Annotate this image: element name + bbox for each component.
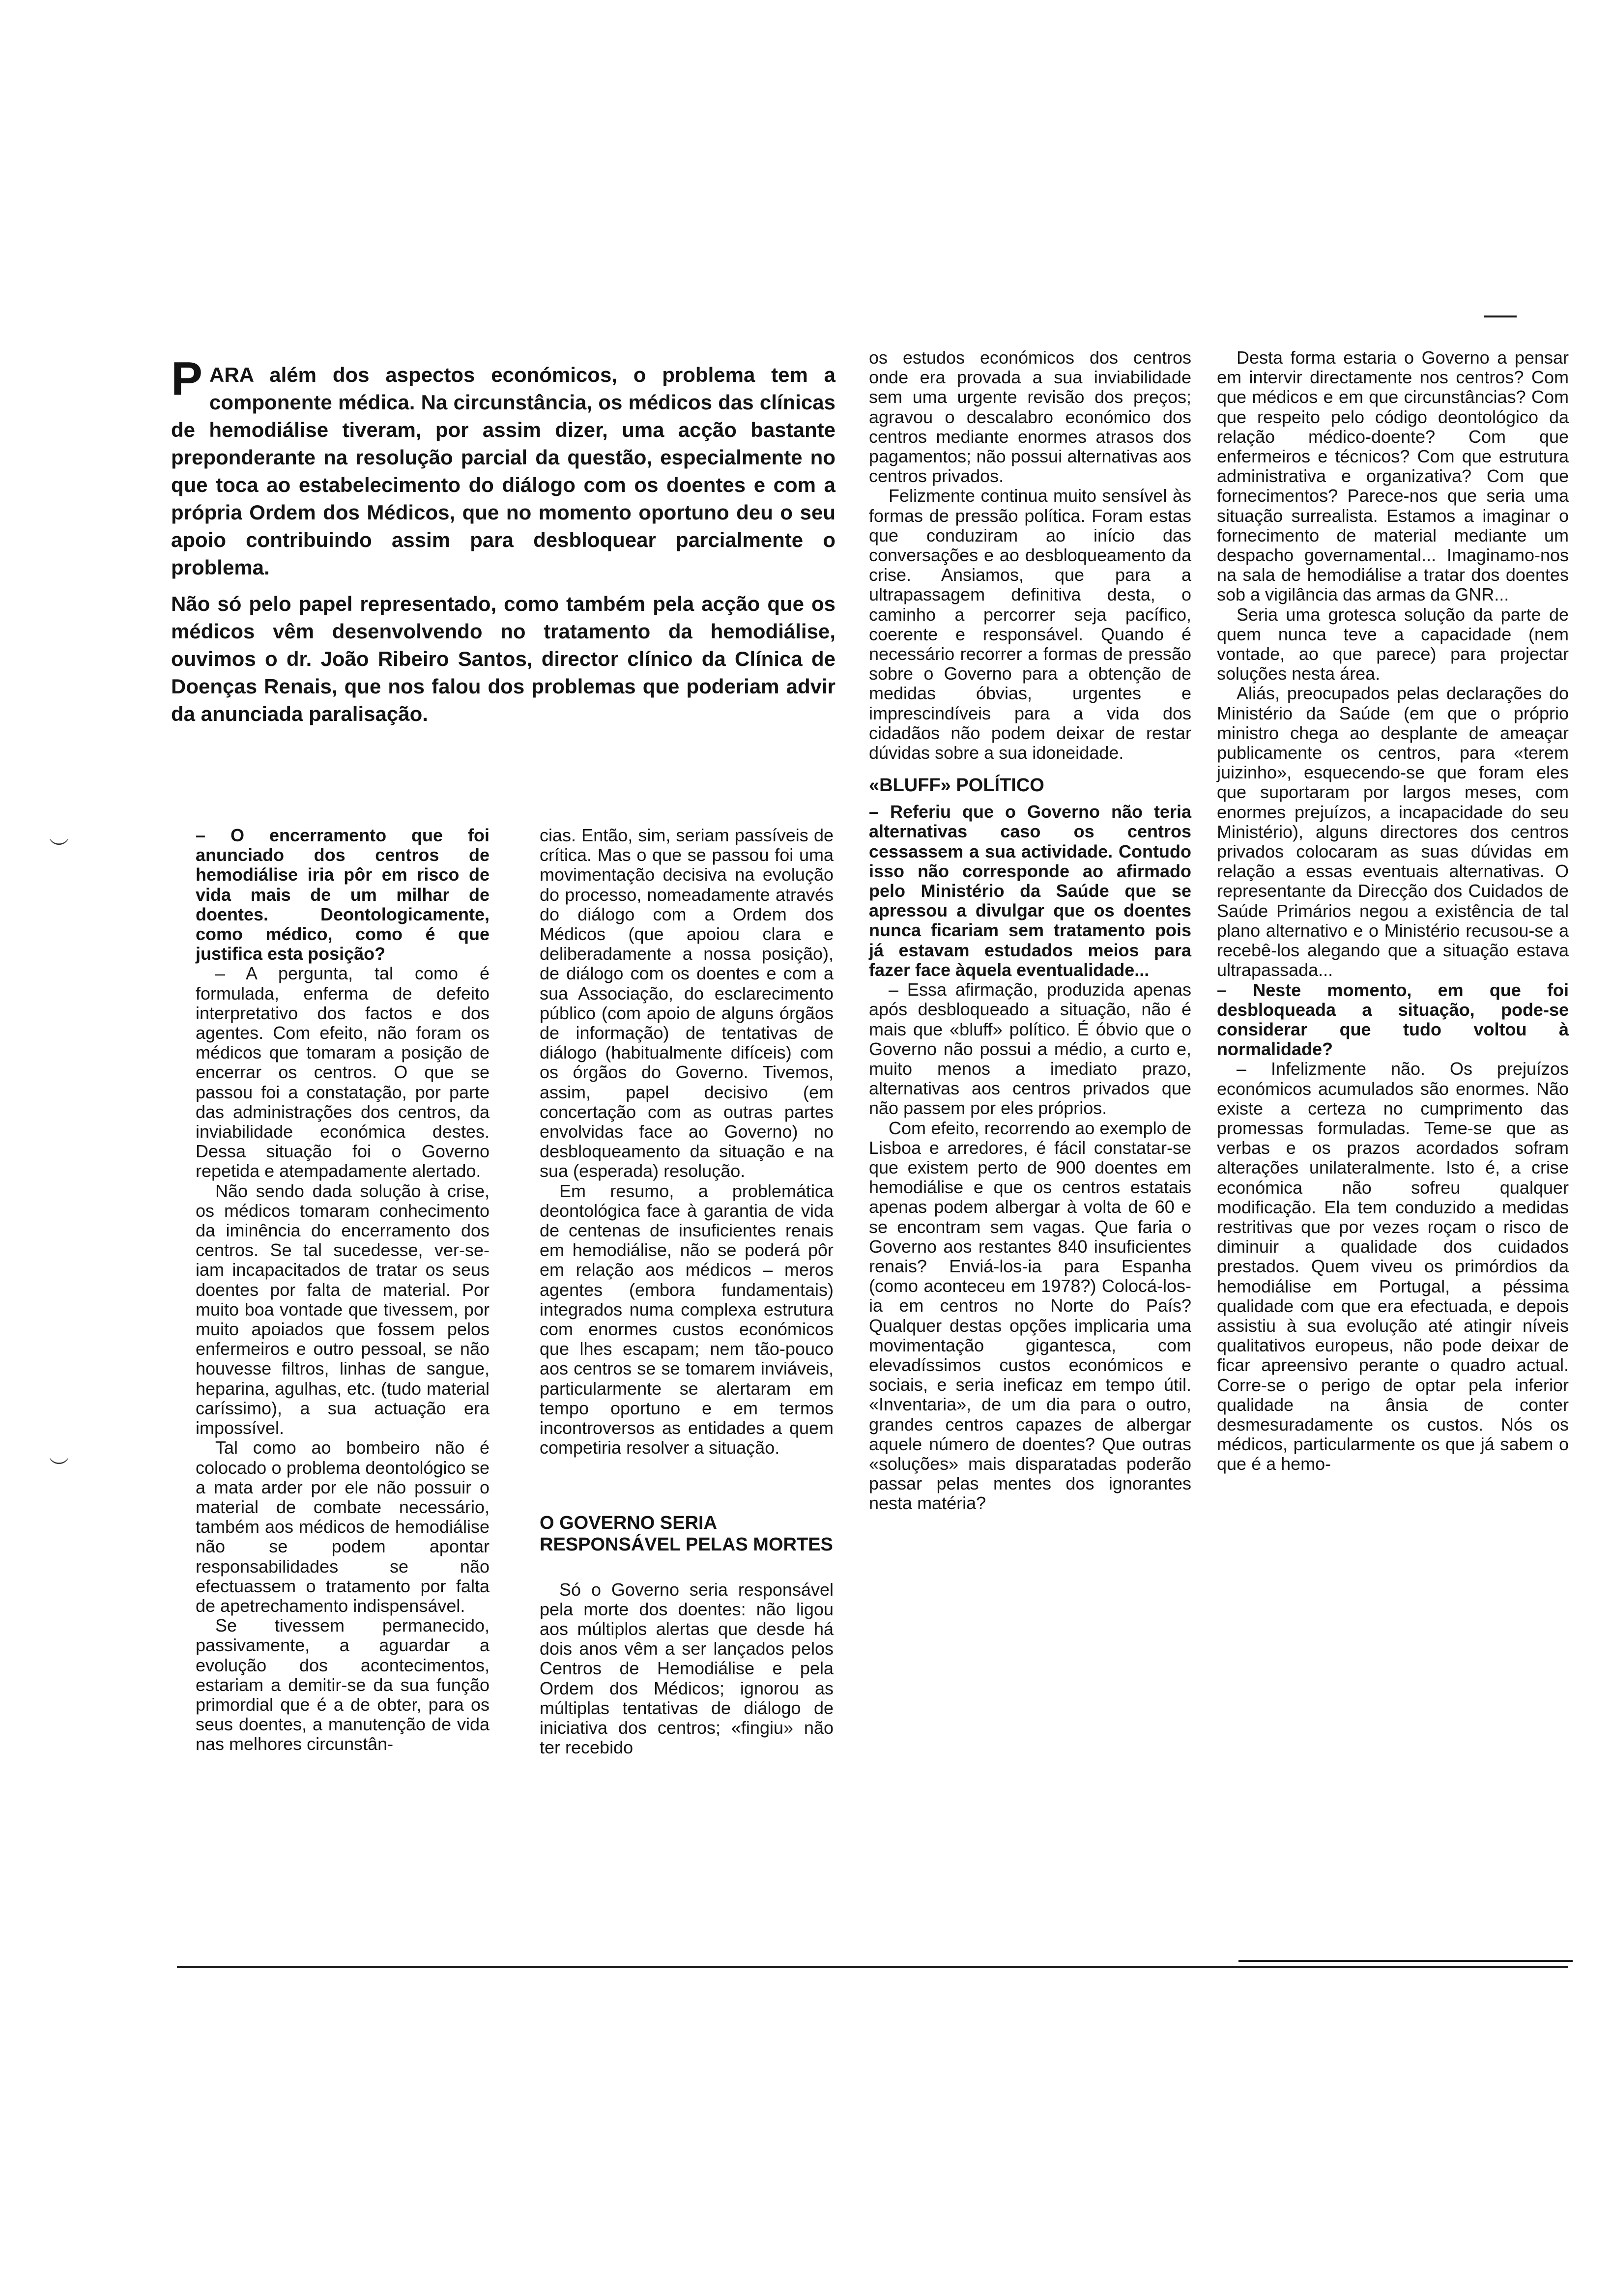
col1-p4: Tal como ao bombeiro não é colocado o problema deontológico se a mata arder por ele não possuir o material de combate necessário, também aos médicos de hemodiálise não se podem apontar responsabilidades se não efectuassem o tratamento por falta de apetrechamento indispensável. [196, 1437, 489, 1616]
col4-question: – Neste momento, em que foi desbloqueada a situação, pode-se considerar que tudo voltou à normalidade? [1217, 979, 1569, 1060]
intro-lead: PARA além dos aspectos económicos, o problema tem a componente médica. Na circunstância, os médicos das clínicas de hemodiálise tiveram, por assim dizer, uma acção bastante preponderante na resolução parcial da questão, especialmente no que toca ao estabelecimento do diálogo com os doentes e com a própria Ordem dos Médicos, que no momento oportuno deu o seu apoio contribuindo assim para desbloquear parcialmente o problema. [171, 352, 835, 579]
column-2 [540, 826, 834, 1757]
col3-p3: – Essa afirmação, produzida apenas após desbloqueado a situação, não é mais que «bluff» político. É óbvio que o Governo não possui a médio, a curto e, muito menos a imediato prazo, alternativas aos centros privados que não passem por eles próprios. [869, 979, 1191, 1119]
col1-p2: – A pergunta, tal como é formulada, enferma de defeito interpretativo dos factos e dos agentes. Com efeito, não foram os médicos que tomaram a posição de encerrar os centros. O que se passou foi a constatação, por parte das administrações dos centros, da inviabilidade económica destes. Dessa situação foi o Governo repetida e atempadamente alertado. [196, 963, 489, 1181]
col3-heading: «BLUFF» POLÍTICO [869, 775, 1044, 796]
scan-mark-left-2: ︶ [49, 1457, 69, 1479]
col1-p1: – O encerramento que foi anunciado dos centros de hemodiálise iria pôr em risco de vida mais de um milhar de doentes. Deontologicamente, como médico, como é que justifica esta posição? [196, 825, 489, 964]
col1-p5: Se tivessem permanecido, passivamente, a aguardar a evolução dos acontecimentos, estariam a demitir-se da sua função primordial que é a de obter, para os seus doentes, a manutenção de vida nas melhores circunstân- [196, 1615, 489, 1754]
col4-p2: Seria uma grotesca solução da parte de quem nunca teve a capacidade (nem vontade, ao que parece) para projectar soluções nesta área. [1217, 604, 1569, 684]
column-4 [1217, 348, 1569, 1474]
col2-p3: Só o Governo seria responsável pela morte dos doentes: não ligou aos múltiplos alertas que desde há dois anos vêm a ser lançados pelos Centros de Hemodiálise e pela Ordem dos Médicos; ignorou as múltiplas tentativas de diálogo de iniciativa dos centros; «fingiu» não ter recebido [540, 1579, 834, 1758]
col3-p4: Com efeito, recorrendo ao exemplo de Lisboa e arredores, é fácil constatar-se que existem perto de 900 doentes em hemodiálise e que os centros estatais apenas podem albergar à volta de 60 e se encontram sem vagas. Que faria o Governo aos restantes 840 insuficientes renais? Enviá-los-ia para Espanha (como aconteceu em 1978?) Colocá-los-ia em centros no Norte do País? Qualquer destas opções implicaria uma movimentação gigantesca, com elevadíssimos custos económicos e sociais, e seria ineficaz em tempo útil. «Inventaria», de um dia para o outro, grandes centros capazes de albergar aquele número de doentes? Que outras «soluções» mais disparatadas poderão passar pelas mentes dos ignorantes nesta matéria? [869, 1118, 1191, 1514]
column-1 [196, 826, 489, 1754]
intro-second: Não só pelo papel representado, como também pela acção que os médicos vêm desenvolvendo no tratamento da hemodiálise, ouvimos o dr. João Ribeiro Santos, director clínico da Clínica de Doenças Renais, que nos falou dos problemas que poderiam advir da anunciada paralisação. [171, 592, 835, 725]
top-right-dash [1484, 316, 1517, 317]
col4-p3: Aliás, preocupados pelas declarações do Ministério da Saúde (em que o próprio ministro chega ao desplante de ameaçar publicamente os centros, para «terem juizinho», esquecendo-se que foram eles que suportaram por largos meses, com enormes prejuízos, a incapacidade do seu Ministério), alguns directores dos centros privados colocaram as suas dúvidas em relação a essas eventuais alternativas. O representante da Direcção dos Cuidados de Saúde Primários negou a existência de tal plano alternativo e o Ministério recusou-se a recebê-los alegando que a situação estava ultrapassada... [1217, 683, 1569, 980]
col3-p2: Felizmente continua muito sensível às formas de pressão política. Foram estas que conduziram ao início das conversações e ao desbloqueamento da crise. Ansiamos, que para a ultrapassagem definitiva desta, o caminho a percorrer seja pacífico, coerente e responsável. Quando é necessário recorrer a formas de pressão sobre o Governo para a obtenção de medidas óbvias, urgentes e imprescindíveis para a vida dos cidadãos não podem deixar de restar dúvidas sobre a sua idoneidade. [869, 486, 1191, 763]
bottom-rule [177, 1966, 1568, 1968]
scan-mark-left-1: ︶ [49, 838, 69, 860]
col3-question: – Referiu que o Governo não teria alternativas caso os centros cessassem a sua actividade. Contudo isso não corresponde ao afirmado pelo Ministério da Saúde que se apressou a divulgar que os doentes nunca ficariam sem tratamento pois já estavam estudados meios para fazer face àquela eventualidade... [869, 802, 1191, 980]
col2-p2: Em resumo, a problemática deontológica face à garantia de vida de centenas de insuficientes renais em hemodiálise, não se poderá pôr em relação aos médicos – meros agentes (embora fundamentais) integrados numa complexa estrutura com enormes custos económicos que lhes escapam; nem tão-pouco aos centros se se tomarem inviáveis, particularmente se alertaram em tempo oportuno e em termos incontroversos as entidades a quem competiria resolver a situação. [540, 1180, 834, 1458]
col4-p4: – Infelizmente não. Os prejuízos económicos acumulados são enormes. Não existe a certeza no cumprimento das promessas formuladas. Teme-se que as verbas e os prazos acordados sofram alterações unilateralmente. Isto é, a crise económica não sofreu qualquer modificação. Ela tem conduzido a medidas restritivas que por vezes roçam o risco de diminuir a qualidade dos cuidados prestados. Quem viveu os primórdios da hemodiálise em Portugal, a péssima qualidade com que era efectuada, e depois assistiu à sua evolução até atingir níveis qualitativos europeus, não pode deixar de ficar apreensivo perante o quadro actual. Corre-se o perigo de optar pela inferior qualidade na ânsia de conter desmesuradamente os custos. Nós os médicos, particularmente os que já sabem o que é a hemo- [1217, 1059, 1569, 1474]
drop-cap: P [171, 352, 203, 405]
col1-p3: Não sendo dada solução à crise, os médicos tomaram conhecimento da iminência do encerramento dos centros. Se tal sucedesse, ver-se-iam incapacitados de tratar os seus doentes por falta de material. Por muito boa vontade que tivessem, por muito apoiados que fossem pelos enfermeiros e outro pessoal, se não houvesse filtros, linhas de sangue, heparina, agulhas, etc. (tudo material caríssimo), a sua actuação era impossível. [196, 1180, 489, 1438]
bottom-rule-short [1238, 1960, 1573, 1962]
col2-p1: cias. Então, sim, seriam passíveis de crítica. Mas o que se passou foi uma movimentação decisiva na evolução do processo, nomeadamente através do diálogo com a Ordem dos Médicos (que apoiou clara e deliberadamente a nossa posição), de diálogo com os doentes e com a sua Associação, do esclarecimento público (com apoio de alguns órgãos de informação) de tentativas de diálogo (habitualmente difíceis) com os órgãos do Governo. Tivemos, assim, papel decisivo (em concertação com as outras partes envolvidas face ao Governo) no desbloqueamento da situação e na sua (esperada) resolução. [540, 825, 834, 1181]
col3-p1: os estudos económicos dos centros onde era provada a sua inviabilidade sem uma urgente revisão dos preços; agravou o descalabro económico dos centros mediante enormes atrasos dos pagamentos; não possui alternativas aos centros privados. [869, 347, 1191, 487]
col2-heading: O GOVERNO SERIA RESPONSÁVEL PELAS MORTES [540, 1512, 833, 1555]
article-intro [171, 352, 835, 737]
col4-p1: Desta forma estaria o Governo a pensar em intervir directamente nos centros? Com que médicos e em que circunstâncias? Com que respeito pelo código deontológico da relação médico-doente? Com que enfermeiros e técnicos? Com que estrutura administrativa e organizativa? Com que fornecimentos? Parece-nos que seria uma situação surrealista. Estamos a imaginar o fornecimento de material mediante um despacho governamental... Imaginamo-nos na sala de hemodiálise a tratar dos doentes sob a vigilância das armas da GNR... [1217, 347, 1569, 605]
column-3 [869, 348, 1191, 1514]
